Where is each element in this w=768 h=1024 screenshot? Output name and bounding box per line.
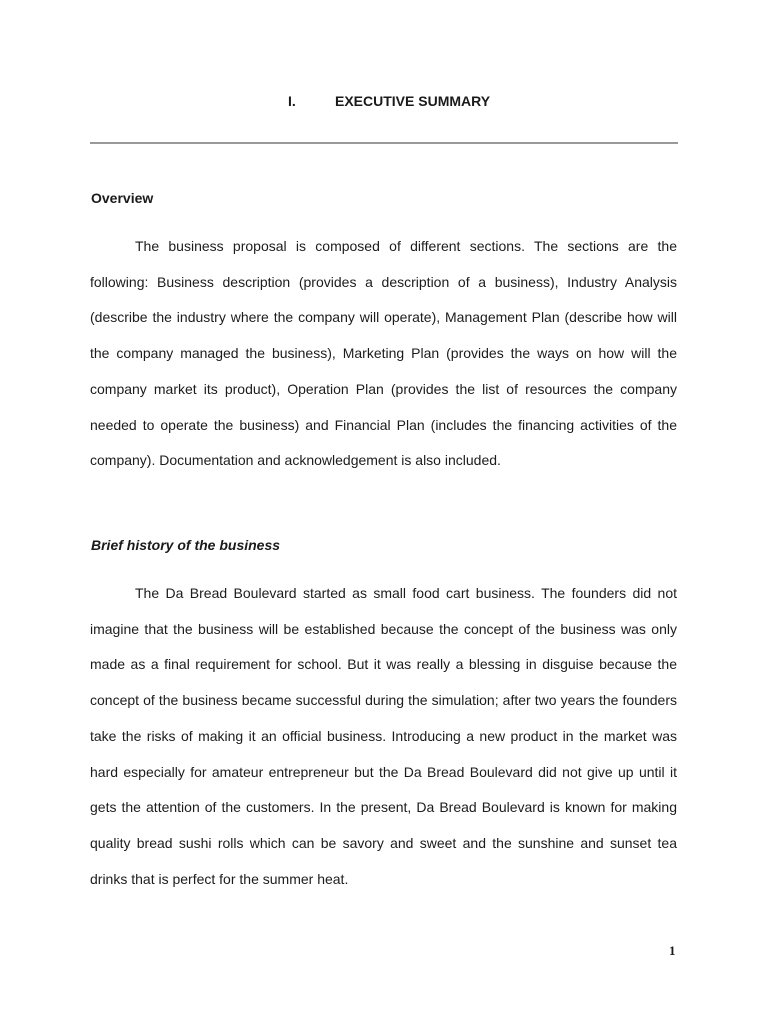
overview-paragraph: The business proposal is composed of different sections. The sections are the following: Business description (provides a description of a business), Industry Analysis (describe the industry where the company will operate), Management Plan (describe how will the company managed the business), Marketing Plan (provides the ways on how will the company market its product), Operation Plan (provides the list of resources the company needed to operate the business) and Financial Plan (includes the financing activities of the company). Documentation and acknowledgement is also included.	[90, 238, 677, 469]
heading-number: I.	[288, 93, 296, 109]
heading-title: EXECUTIVE SUMMARY	[335, 93, 491, 109]
history-paragraph: The Da Bread Boulevard started as small food cart business. The founders did not imagine that the business will be established because the concept of the business was only made as a final requirement for school. But it was really a blessing in disguise because the concept of the business became successful during the simulation; after two years the founders take the risks of making it an official business. Introducing a new product in the market was hard especially for amateur entrepreneur but the Da Bread Boulevard did not give up until it gets the attention of the customers. In the present, Da Bread Boulevard is known for making quality bread sushi rolls which can be savory and sweet and the sunshine and sunset tea drinks that is perfect for the summer heat.	[90, 585, 677, 887]
overview-title: Overview	[91, 190, 154, 206]
history-title: Brief history of the business	[91, 537, 281, 553]
section-heading	[0, 93, 768, 113]
horizontal-divider	[90, 142, 678, 144]
page-number: 1	[669, 943, 676, 958]
